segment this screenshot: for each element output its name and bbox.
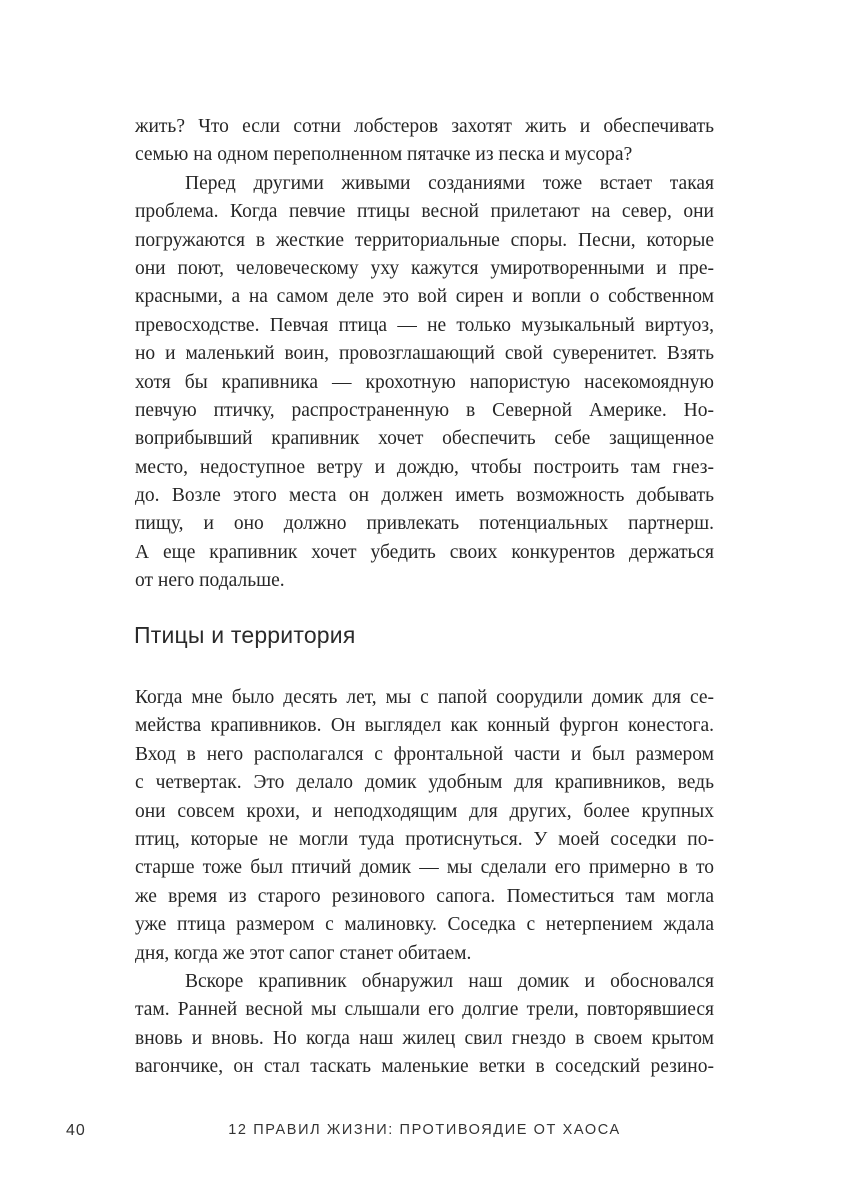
text-line: они поют, человеческому уху кажутся умиротворенными и пре- <box>135 257 714 279</box>
text-line: старше тоже был птичий домик — мы сделали его примерно в то <box>135 857 714 879</box>
text-line: Перед другими живыми созданиями тоже встает такая <box>185 172 714 194</box>
body-text-section-1 <box>135 113 714 596</box>
text-line: с четвертак. Это делало домик удобным для крапивников, ведь <box>135 772 714 794</box>
text-line: хотя бы крапивника — крохотную напористую насекомоядную <box>135 371 714 393</box>
text-line: они совсем крохи, и неподходящим для других, более крупных <box>135 800 714 822</box>
paragraph <box>135 968 714 1082</box>
running-footer-title: 12 ПРАВИЛ ЖИЗНИ: ПРОТИВОЯДИЕ ОТ ХАОСА <box>228 1122 621 1138</box>
body-text-section-2 <box>135 684 714 1081</box>
text-line: Когда мне было десять лет, мы с папой соорудили домик для се- <box>135 687 714 708</box>
text-line: вагончике, он стал таскать маленькие ветки в соседский резино- <box>135 1056 714 1078</box>
text-line: от него подальше. <box>135 570 285 592</box>
text-line: мейства крапивников. Он выглядел как конный фургон конестога. <box>135 715 714 737</box>
text-line: певчую птичку, распространенную в Северной Америке. Но- <box>135 399 714 421</box>
text-line: воприбывший крапивник хочет обеспечить себе защищенное <box>135 428 714 450</box>
section-heading: Птицы и территория <box>134 622 356 648</box>
text-line: но и маленький воин, провозглашающий свой суверенитет. Взять <box>135 343 714 365</box>
paragraph <box>135 170 714 596</box>
text-line: проблема. Когда певчие птицы весной прилетают на север, они <box>135 201 714 223</box>
text-line: превосходстве. Певчая птица — не только музыкальный виртуоз, <box>135 314 714 336</box>
text-line: вновь и вновь. Но когда наш жилец свил гнездо в своем крытом <box>135 1027 714 1049</box>
text-line: до. Возле этого места он должен иметь возможность добывать <box>135 485 714 507</box>
text-line: же время из старого резинового сапога. Поместиться там могла <box>135 885 714 907</box>
paragraph <box>135 113 714 170</box>
paragraph <box>135 684 714 968</box>
text-line: уже птица размером с малиновку. Соседка с нетерпением ждала <box>135 914 714 936</box>
text-line: жить? Что если сотни лобстеров захотят жить и обеспечивать <box>135 116 714 137</box>
text-line: дня, когда же этот сапог станет обитаем. <box>135 942 472 964</box>
text-line: место, недоступное ветру и дождю, чтобы построить там гнез- <box>135 456 714 478</box>
page-number: 40 <box>66 1122 86 1139</box>
text-line: семью на одном переполненном пятачке из песка и мусора? <box>135 144 633 166</box>
text-line: А еще крапивник хочет убедить своих конкурентов держаться <box>135 541 714 563</box>
text-line: красными, а на самом деле это вой сирен и вопли о собственном <box>135 286 714 308</box>
text-line: погружаются в жесткие территориальные споры. Песни, которые <box>135 229 714 251</box>
text-line: Вскоре крапивник обнаружил наш домик и обосновался <box>185 970 714 992</box>
text-line: птиц, которые не могли туда протиснуться. У моей соседки по- <box>135 828 714 850</box>
text-line: Вход в него располагался с фронтальной части и был размером <box>135 743 714 765</box>
text-line: пищу, и оно должно привлекать потенциальных партнерш. <box>135 513 714 535</box>
text-line: там. Ранней весной мы слышали его долгие трели, повторявшиеся <box>135 999 714 1021</box>
